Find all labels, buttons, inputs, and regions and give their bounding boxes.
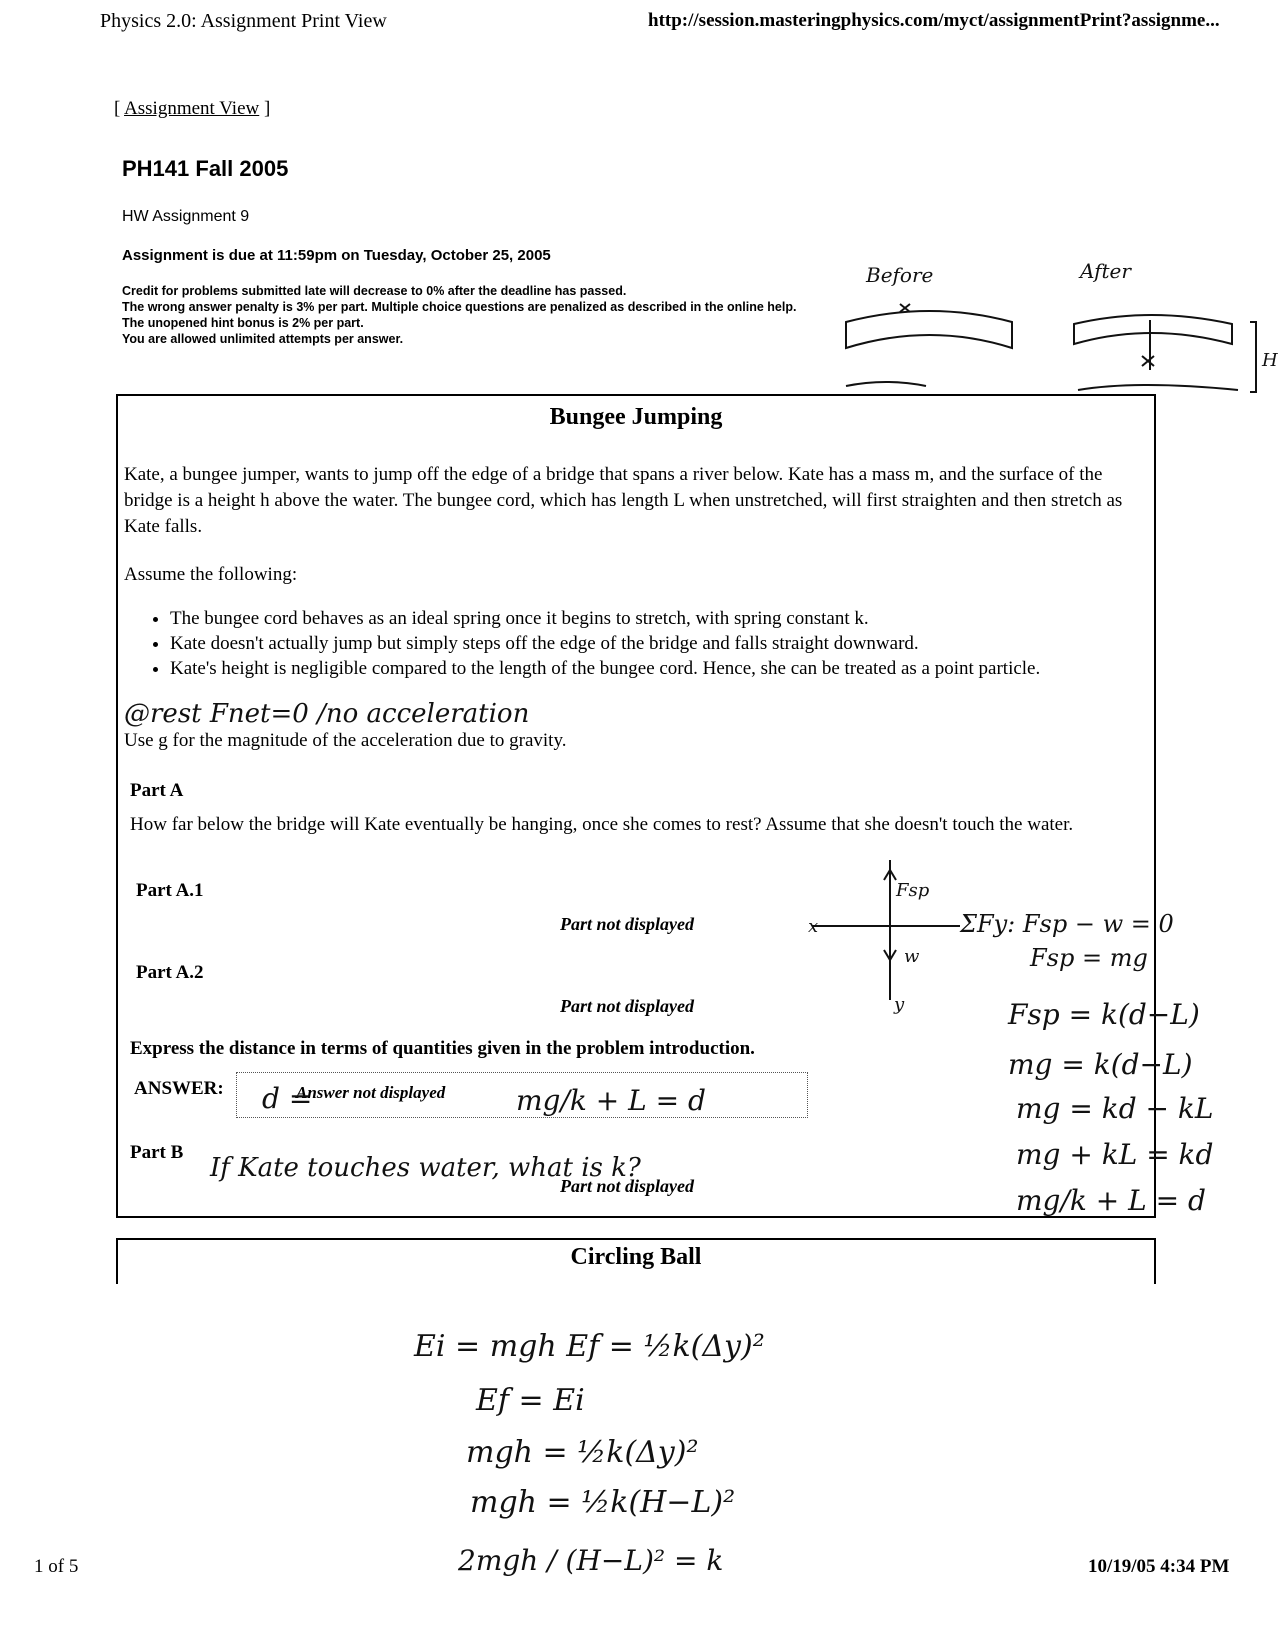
hand-eq-sum: ΣFy: Fsp − w = 0 [960,910,1174,938]
free-body-diagram [812,860,960,1000]
hand-fsp-label: Fsp [896,880,930,901]
gravity-note: Use g for the magnitude of the acceleration due to gravity. [124,730,567,751]
hand-before-label: Before [866,263,934,287]
hand-at-rest-note: @rest Fnet=0 /no acceleration [124,699,530,729]
assignment-name: HW Assignment 9 [122,208,250,225]
hand-eq-mg-kd: mg = kd − kL [1016,1092,1214,1125]
part-a1-label: Part A.1 [136,880,204,901]
hand-energy-eq: mgh = ½k(Δy)² [466,1435,699,1470]
hand-eq-final: mg/k + L = d [1016,1184,1206,1217]
part-not-displayed: Part not displayed [560,1176,694,1196]
express-instruction: Express the distance in terms of quantities given in the problem introduction. [130,1038,755,1059]
hand-eq-fsp-k: Fsp = k(d−L) [1008,998,1200,1031]
hand-eq-mg-k: mg = k(d−L) [1008,1048,1193,1081]
hand-answer-d: d = [262,1082,313,1115]
hand-eq-mg-kl: mg + kL = kd [1016,1138,1214,1171]
part-not-displayed: Part not displayed [560,996,694,1016]
bridge-before-sketch [846,304,1012,348]
hand-after-label: After [1080,259,1131,283]
hand-w-label: w [904,946,920,967]
page-counter: 1 of 5 [34,1556,79,1577]
bridge-after-sketch [846,315,1256,392]
hand-energy-eq: Ei = mgh Ef = ½k(Δy)² [414,1329,765,1364]
policy-line: Credit for problems submitted late will decrease to 0% after the deadline has passed. [122,284,627,298]
hand-x-axis: x [808,916,819,937]
due-date: Assignment is due at 11:59pm on Tuesday, October 25, 2005 [122,247,551,264]
hand-energy-eq: 2mgh / (H−L)² = k [458,1544,724,1577]
print-header-url: http://session.masteringphysics.com/myct/assignmentPrint?assignme... [648,10,1220,31]
part-a2-label: Part A.2 [136,962,204,983]
print-datetime: 10/19/05 4:34 PM [1088,1556,1230,1577]
answer-not-displayed: Answer not displayed [296,1083,446,1102]
hand-height-label: H [1262,350,1278,371]
problem-title: Circling Ball [570,1244,702,1270]
assignment-view-nav: [ Assignment View ] [114,98,271,119]
hand-energy-eq: mgh = ½k(H−L)² [470,1485,736,1520]
hand-answer-expr: mg/k + L = d [516,1084,706,1117]
policy-line: The wrong answer penalty is 3% per part. Multiple choice questions are penalized as described in the online help. [122,300,797,314]
assumption-item: • The bungee cord behaves as an ideal spring once it begins to stretch, with spring constant k. [170,606,1040,631]
print-header-title: Physics 2.0: Assignment Print View [100,10,387,32]
assumption-item: • Kate's height is negligible compared to the length of the bungee cord. Hence, she can be treated as a point particle. [170,656,1040,681]
policy-line: You are allowed unlimited attempts per answer. [122,332,404,346]
assumption-item: • Kate doesn't actually jump but simply steps off the edge of the bridge and falls straight downward. [170,631,1040,656]
hand-energy-eq: Ef = Ei [476,1383,585,1418]
part-a-label: Part A [130,780,184,801]
policy-line: The unopened hint bonus is 2% per part. [122,316,364,330]
problem-title: Bungee Jumping [549,404,723,430]
assignment-view-link[interactable]: Assignment View [124,98,260,119]
part-not-displayed: Part not displayed [560,914,694,934]
answer-label: ANSWER: [134,1078,224,1099]
course-title: PH141 Fall 2005 [122,156,289,181]
hand-partb-question: If Kate touches water, what is k? [210,1153,641,1183]
assume-label: Assume the following: [124,564,298,585]
hand-eq-fsp-mg: Fsp = mg [1030,944,1148,972]
part-b-label: Part B [130,1142,184,1163]
part-a-question: How far below the bridge will Kate eventually be hanging, once she comes to rest? Assume that she doesn't touch the water. [130,814,1074,835]
hand-y-axis: y [894,994,905,1015]
problem-intro: Kate, a bungee jumper, wants to jump off the edge of a bridge that spans a river below. Kate has a mass m, and the surface of the bridge is a height h above the water. The bungee cord, which has length L when unstretched, will first straighten and then stretch as Kate falls. [124,464,1123,537]
